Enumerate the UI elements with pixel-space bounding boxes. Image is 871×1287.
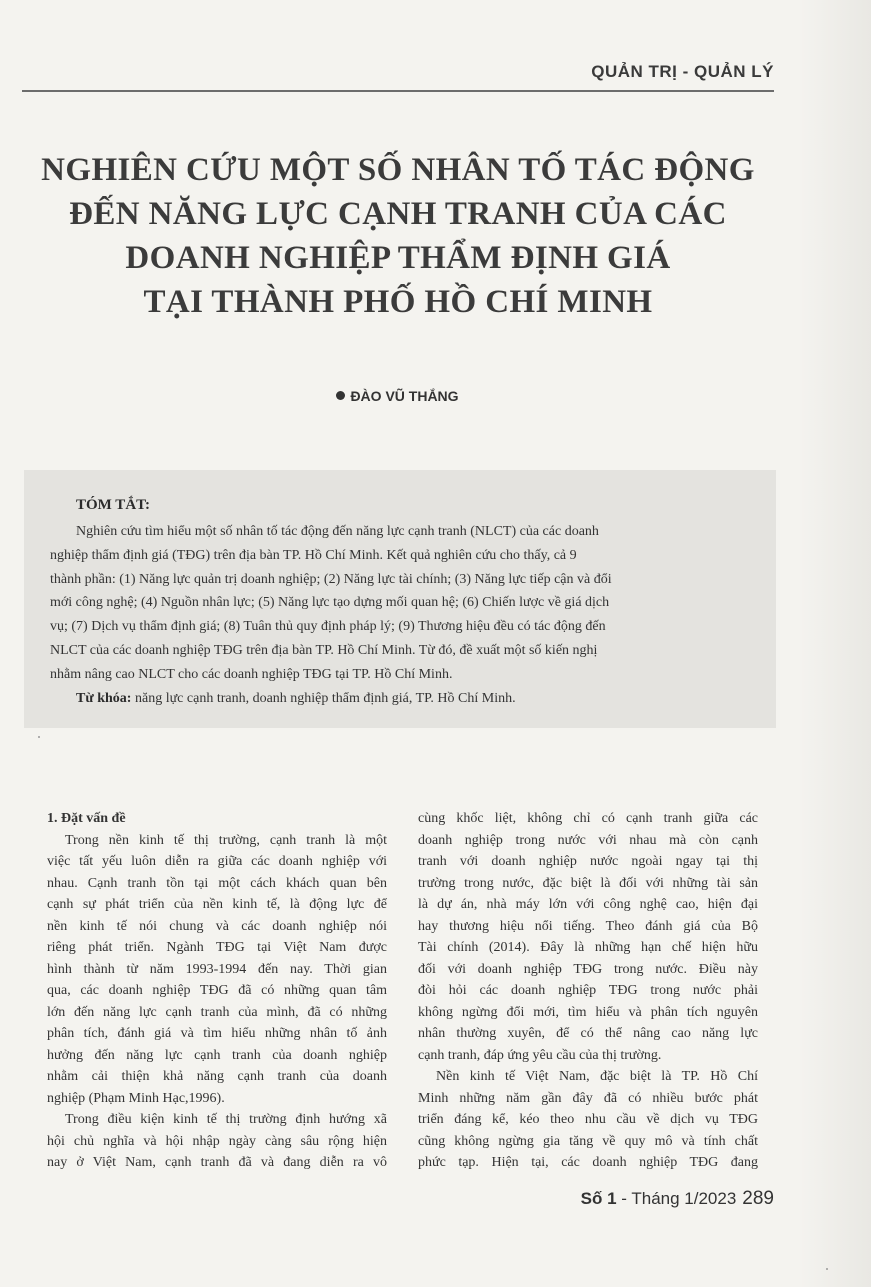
issue-date: - Tháng 1/2023: [616, 1189, 737, 1208]
body-line: hội chủ nghĩa và hội nhập ngày càng sâu rộng hiện: [47, 1133, 387, 1149]
author-name: ĐÀO VŨ THẮNG: [350, 388, 459, 404]
abstract-line: Nghiên cứu tìm hiểu một số nhân tố tác động đến năng lực cạnh tranh (NLCT) của các doanh: [76, 524, 599, 539]
body-line: Nền kinh tế Việt Nam, đặc biệt là TP. Hồ Chí: [436, 1069, 758, 1084]
section-heading: 1. Đặt vấn đề: [47, 811, 126, 826]
body-line: Trong điều kiện kinh tế thị trường định hướng xã: [65, 1112, 387, 1127]
page-edge-shade: [800, 0, 871, 1287]
abstract-line: thành phần: (1) Năng lực quản trị doanh nghiệp; (2) Năng lực tài chính; (3) Năng lực tiếp cận và đổi: [50, 571, 612, 587]
body-line: doanh nghiệp trong nước với nhau mà còn cạnh: [418, 832, 758, 848]
body-line: riêng phát triển. Ngành TĐG tại Việt Nam được: [47, 940, 387, 955]
scan-speck: [826, 1268, 828, 1270]
body-line: việc tất yếu luôn diễn ra giữa các doanh nghiệp với: [47, 854, 387, 869]
abstract-heading: TÓM TẮT:: [76, 497, 151, 513]
page-footer: [581, 1188, 774, 1210]
abstract-line: nhằm nâng cao NLCT cho các doanh nghiệp TĐG tại TP. Hồ Chí Minh.: [50, 666, 453, 682]
keywords-label: Từ khóa:: [76, 690, 132, 706]
body-line: cùng khốc liệt, không chỉ có cạnh tranh giữa các: [418, 811, 758, 826]
keywords: [50, 687, 750, 711]
issue-number: Số 1: [580, 1189, 617, 1208]
body-line: không ngừng đổi mới, tìm hiểu và phân tích nguyên: [418, 1004, 758, 1020]
body-line: đòi hỏi các doanh nghiệp TĐG trong nước phải: [418, 983, 758, 998]
title-line: ĐẾN NĂNG LỰC CẠNH TRANH CỦA CÁC: [69, 196, 727, 232]
body-line: hay thương hiệu nổi tiếng. Theo đánh giá của Bộ: [418, 918, 758, 934]
body-line: hình thành từ năm 1993-1994 đến nay. Thời gian: [47, 961, 387, 977]
title-line: TẠI THÀNH PHỐ HỒ CHÍ MINH: [143, 284, 653, 320]
body-line: đối với doanh nghiệp TĐG trong nước. Điều này: [418, 961, 758, 977]
body-line: nhằm cải thiện khả năng cạnh tranh của doanh: [47, 1069, 387, 1084]
body-line: phân tích, đánh giá và tìm hiểu những nhân tố ảnh: [47, 1026, 387, 1041]
abstract-text: [50, 520, 750, 710]
body-line: hưởng đến năng lực cạnh tranh của doanh nghiệp: [47, 1047, 387, 1063]
author-line: [0, 388, 795, 404]
abstract-line: NLCT của các doanh nghiệp TĐG trên địa bàn TP. Hồ Chí Minh. Từ đó, đề xuất một số kiến nghị: [50, 642, 598, 658]
abstract-line: nghiệp thẩm định giá (TĐG) trên địa bàn TP. Hồ Chí Minh. Kết quả nghiên cứu cho thấy, cả 9: [50, 547, 577, 563]
body-line: lớn đến năng lực cạnh tranh của mình, đã có những: [47, 1004, 387, 1020]
title-line: NGHIÊN CỨU MỘT SỐ NHÂN TỐ TÁC ĐỘNG: [41, 152, 755, 188]
body-line: nền kinh tế nói chung và các doanh nghiệp nói: [47, 918, 387, 934]
body-line: cạnh tranh, đáp ứng yêu cầu của thị trường.: [418, 1047, 662, 1063]
body-line: Minh những năm gần đây đã có nhiều bước phát: [418, 1090, 758, 1106]
body-line: nghiệp (Phạm Minh Hạc,1996).: [47, 1090, 225, 1106]
body-line: nhau. Cạnh tranh tồn tại một cách khách quan bên: [47, 875, 387, 891]
body-line: qua, các doanh nghiệp TĐG đã có những quan tâm: [47, 983, 387, 998]
body-line: tranh với doanh nghiệp nước ngoài ngay tại thị: [418, 854, 758, 869]
body-line: triển đáng kể, kéo theo nhu cầu về dịch vụ TĐG: [418, 1112, 758, 1127]
title-line: DOANH NGHIỆP THẨM ĐỊNH GIÁ: [125, 240, 671, 276]
abstract-line: vụ; (7) Dịch vụ thẩm định giá; (8) Tuân thủ quy định pháp lý; (9) Thương hiệu đều có tác động đến: [50, 619, 606, 635]
bullet-icon: [336, 391, 345, 400]
body-line: nhân thường xuyên, để có thể nâng cao năng lực: [418, 1026, 758, 1041]
keywords-text: năng lực cạnh tranh, doanh nghiệp thẩm định giá, TP. Hồ Chí Minh.: [134, 690, 516, 706]
scan-speck: [38, 736, 40, 738]
right-column: [418, 808, 758, 1174]
body-line: nay ở Việt Nam, cạnh tranh đã và đang diễn ra vô: [47, 1155, 387, 1170]
left-column: [47, 808, 387, 1174]
body-line: phức tạp. Hiện tại, các doanh nghiệp TĐG đang: [418, 1155, 758, 1170]
section-label: QUẢN TRỊ - QUẢN LÝ: [591, 62, 774, 81]
body-line: cạnh sự phát triển của nền kinh tế, là động lực để: [47, 897, 387, 912]
header-rule: [22, 90, 774, 92]
page-number: 289: [742, 1188, 774, 1209]
abstract-line: mới công nghệ; (4) Nguồn nhân lực; (5) Năng lực tạo dựng mối quan hệ; (6) Chiến lược về giá dịch: [50, 595, 610, 611]
body-line: cũng không ngừng gia tăng về quy mô và tính chất: [418, 1133, 758, 1149]
body-line: là dự án, nhà máy lớn với công nghệ cao, hiện đại: [418, 897, 758, 912]
body-line: Tài chính (2014). Đây là những hạn chế hiện hữu: [418, 940, 758, 955]
article-title: [30, 148, 766, 324]
body-line: Trong nền kinh tế thị trường, cạnh tranh là một: [65, 832, 387, 848]
body-line: trường trong nước, đặc biệt là đối với những tài sản: [418, 875, 758, 891]
